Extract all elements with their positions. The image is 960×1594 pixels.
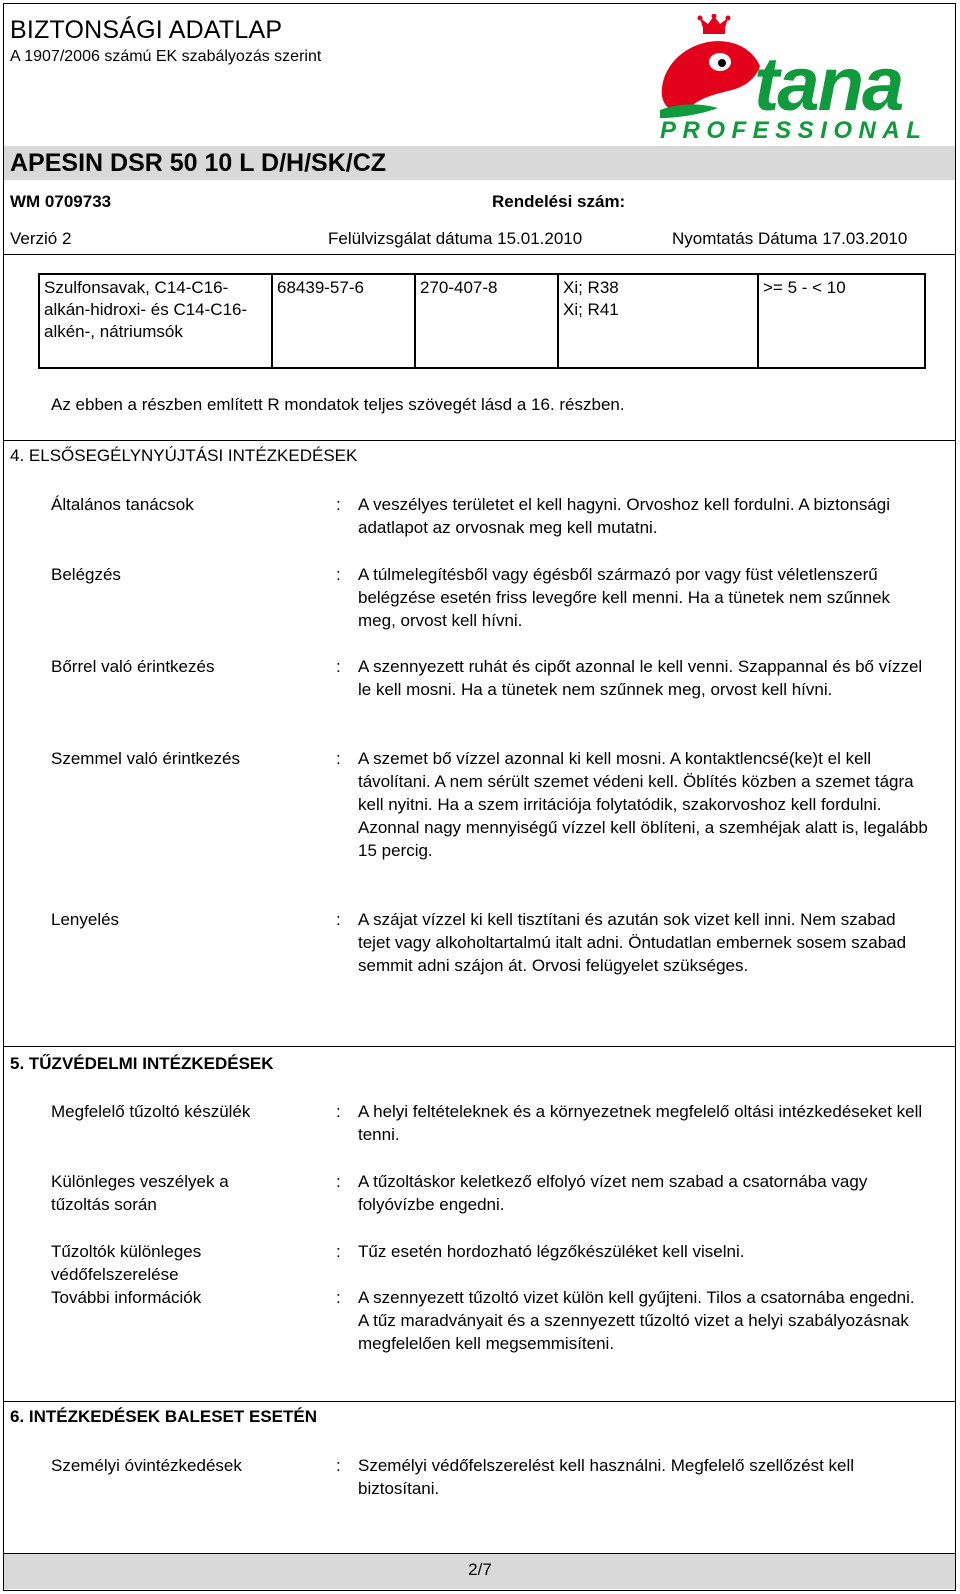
row-text: A szemet bő vízzel azonnal ki kell mosni. A kontaktlencsé(ke)t el kell távolítani. A nem sérült szemet védeni kell. Öblítés közben a szemet tágra kell nyitni. Ha a szem irritációja folytatódik, szakorvoshoz kell fordulni. Azonnal nagy mennyiségű vízzel kell öblíteni, a szemhéjak alatt is, legalább 15 percig. bbox=[358, 749, 928, 860]
page-number: 2/7 bbox=[468, 1560, 492, 1579]
row-colon: : bbox=[336, 1102, 341, 1121]
row-text: A tűzoltáskor keletkező elfolyó vízet nem szabad a csatornába vagy folyóvízbe engedni. bbox=[358, 1172, 868, 1214]
row-label: Lenyelés bbox=[51, 910, 120, 929]
section-divider bbox=[4, 1401, 955, 1402]
row-label: Belégzés bbox=[51, 565, 121, 584]
row-label: Személyi óvintézkedések bbox=[51, 1456, 242, 1475]
row-label: Általános tanácsok bbox=[51, 495, 194, 514]
review-date: Felülvizsgálat dátuma 15.01.2010 bbox=[328, 229, 583, 248]
frog-icon bbox=[662, 41, 760, 112]
row-label: Megfelelő tűzoltó készülék bbox=[51, 1102, 251, 1121]
row-text: A túlmelegítésből vagy égésből származó por vagy füst véletlenszerű belégzése esetén friss levegőre kell menni. Ha a tünetek nem szűnnek meg, orvost kell hívni. bbox=[358, 565, 891, 630]
order-number-label: Rendelési szám: bbox=[492, 192, 626, 211]
crown-icon bbox=[698, 14, 731, 34]
print-date: Nyomtatás Dátuma 17.03.2010 bbox=[672, 229, 908, 248]
row-text: A szájat vízzel ki kell tisztítani és azután sok vizet kell inni. Nem szabad tejet vagy alkoholtartalmú italt adni. Öntudatlan embernek sosem szabad semmit adni szájon át. Orvosi felügyelet szükséges. bbox=[358, 910, 907, 975]
row-text: A szennyezett tűzoltó vizet külön kell gyűjteni. Tilos a csatornába engedni. A tűz maradványait és a szennyezett tűzoltó vizet a helyi szabályozásnak megfelelően kell megsemmisíteni. bbox=[358, 1288, 915, 1353]
row-colon: : bbox=[336, 1288, 341, 1307]
row-text: Személyi védőfelszerelést kell használni. Megfelelő szellőzést kell biztosítani. bbox=[358, 1456, 855, 1498]
table-row bbox=[39, 274, 925, 368]
substance-name: Szulfonsavak, C14-C16-alkán-hidroxi- és C14-C16-alkén-, nátriumsók bbox=[39, 274, 272, 368]
svg-text:PROFESSIONAL: PROFESSIONAL bbox=[660, 117, 928, 144]
row-text: A szennyezett ruhát és cipőt azonnal le kell venni. Szappannal és bő vízzel le kell mosni. Ha a tünetek nem szűnnek meg, orvost kell hívni. bbox=[358, 657, 923, 699]
row-label: Különleges veszélyek a tűzoltás során bbox=[51, 1172, 229, 1214]
wm-number: WM 0709733 bbox=[10, 192, 112, 211]
row-label: További információk bbox=[51, 1288, 202, 1307]
r-phrases-note: Az ebben a részben említett R mondatok teljes szövegét lásd a 16. részben. bbox=[51, 395, 625, 414]
classification-line-2: Xi; R41 bbox=[563, 300, 619, 319]
row-colon: : bbox=[336, 1242, 341, 1261]
row-text: A veszélyes területet el kell hagyni. Orvoshoz kell fordulni. A biztonsági adatlapot az orvosnak meg kell mutatni. bbox=[358, 495, 891, 537]
section-divider bbox=[4, 440, 955, 441]
ec-number: 270-407-8 bbox=[415, 274, 558, 368]
row-colon: : bbox=[336, 749, 341, 768]
document-subtitle: A 1907/2006 számú EK szabályozás szerint bbox=[10, 48, 322, 65]
section-6-heading: 6. INTÉZKEDÉSEK BALESET ESETÉN bbox=[10, 1407, 317, 1426]
row-label: Bőrrel való érintkezés bbox=[51, 657, 215, 676]
header-divider bbox=[4, 254, 955, 255]
classification-line-1: Xi; R38 bbox=[563, 278, 619, 297]
cas-number: 68439-57-6 bbox=[272, 274, 415, 368]
document-title: BIZTONSÁGI ADATLAP bbox=[10, 16, 283, 44]
product-name: APESIN DSR 50 10 L D/H/SK/CZ bbox=[10, 149, 387, 177]
row-colon: : bbox=[336, 565, 341, 584]
section-5-heading: 5. TŰZVÉDELMI INTÉZKEDÉSEK bbox=[10, 1054, 274, 1073]
row-colon: : bbox=[336, 910, 341, 929]
classification bbox=[558, 274, 758, 368]
row-colon: : bbox=[336, 1172, 341, 1191]
svg-text:tana: tana bbox=[754, 42, 903, 127]
section-divider bbox=[4, 1046, 955, 1047]
row-text: A helyi feltételeknek és a környezetnek megfelelő oltási intézkedéseket kell tenni. bbox=[358, 1102, 923, 1144]
row-colon: : bbox=[336, 1456, 341, 1475]
tana-professional-logo bbox=[656, 14, 952, 144]
composition-table bbox=[38, 273, 926, 369]
row-label: Szemmel való érintkezés bbox=[51, 749, 240, 768]
row-text: Tűz esetén hordozható légzőkészüléket kell viselni. bbox=[358, 1242, 745, 1261]
row-colon: : bbox=[336, 495, 341, 514]
row-label: Tűzoltók különleges védőfelszerelése bbox=[51, 1242, 202, 1284]
row-colon: : bbox=[336, 657, 341, 676]
footer-divider bbox=[4, 1553, 955, 1554]
version: Verzió 2 bbox=[10, 229, 72, 248]
section-4-heading: 4. ELSŐSEGÉLYNYÚJTÁSI INTÉZKEDÉSEK bbox=[10, 446, 358, 465]
concentration: >= 5 - < 10 bbox=[758, 274, 925, 368]
